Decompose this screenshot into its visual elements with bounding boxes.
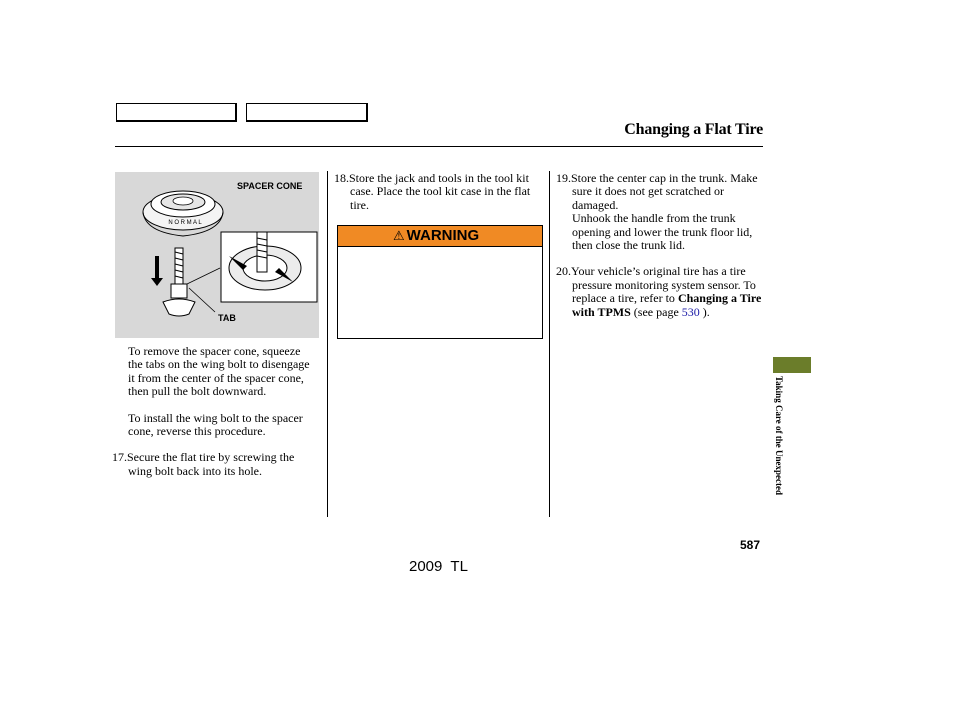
- step-19: [556, 172, 766, 212]
- nav-box-2[interactable]: [246, 103, 368, 122]
- step-20: [556, 265, 766, 319]
- tpms-reference: Changing a Tire with TPMS: [572, 291, 762, 319]
- step-19-text-a: Store the center cap in the trunk. Make sure it does not get scratched or damaged.: [571, 171, 758, 212]
- label-tab: TAB: [218, 313, 236, 323]
- spacer-cone-illustration: [115, 172, 319, 338]
- page-title: Changing a Flat Tire: [624, 121, 763, 138]
- step-18: [334, 172, 540, 212]
- page-number: 587: [740, 538, 761, 552]
- column-divider-1: [327, 171, 328, 517]
- section-title: Taking Care of the Unexpected: [774, 376, 784, 495]
- page-530-link[interactable]: 530: [681, 304, 700, 319]
- column-1: [112, 345, 318, 478]
- label-spacer-cone: SPACER CONE: [237, 181, 303, 191]
- see-page-text: (see page: [633, 304, 679, 319]
- step-18-text: Store the jack and tools in the tool kit case. Place the tool kit case in the flat tire.: [349, 171, 531, 212]
- nav-box-1[interactable]: [116, 103, 237, 122]
- step-17: [112, 451, 318, 478]
- header-rule: [115, 146, 763, 147]
- step-20-text: Your vehicle’s original tire has a tire pressure monitoring system sensor. To replace a tire, refer to: [571, 264, 756, 306]
- step-18-number: 18.: [334, 171, 349, 185]
- step-19-text-b: Unhook the handle from the trunk opening and lower the trunk floor lid, then close the trunk lid.: [572, 211, 753, 253]
- install-spacer-paragraph: To install the wing bolt to the spacer cone, reverse this procedure.: [128, 410, 303, 439]
- spacer-cone-diagram: [115, 172, 319, 338]
- column-3: [556, 172, 766, 319]
- step-17-number: 17.: [112, 450, 127, 465]
- warning-box: [337, 225, 543, 339]
- warning-label: WARNING: [406, 227, 480, 244]
- warning-header: [338, 226, 542, 247]
- section-tab[interactable]: [773, 357, 811, 373]
- step-19-number: 19.: [556, 171, 571, 185]
- column-divider-2: [549, 171, 550, 517]
- remove-spacer-paragraph: To remove the spacer cone, squeeze the tabs on the wing bolt to disengage it from the center of the spacer cone, then pull the bolt downward.: [128, 344, 310, 399]
- step-17-text: Secure the flat tire by screwing the wing bolt back into its hole.: [127, 450, 295, 478]
- step-20-number: 20.: [556, 264, 571, 279]
- warning-triangle-icon: ⚠: [393, 228, 405, 243]
- tire-text-marking: N O R M A L: [168, 220, 202, 226]
- footer-model: 2009 TL: [409, 558, 468, 575]
- column-2: [334, 172, 540, 212]
- see-page-close: ).: [702, 304, 710, 319]
